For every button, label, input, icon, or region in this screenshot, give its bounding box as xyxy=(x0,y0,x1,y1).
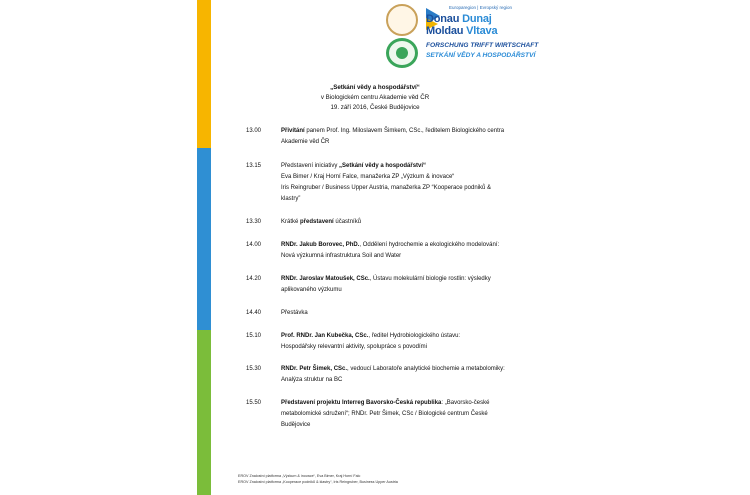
logo-donau-line: Donau Dunaj xyxy=(426,13,492,25)
event-title: „Setkání vědy a hospodářství“ xyxy=(330,84,420,91)
agenda-item: Krátké představení účastníků xyxy=(281,219,362,225)
agenda-time: 14.20 xyxy=(246,276,262,282)
agenda-item: Představení iniciativy „Setkání vědy a hospodářství“ Eva Bimer / Kraj Horní Falce, manažerka ZP „Výzkum & inovace“ Iris Reingruber / Business Upper Austria, manažerka ZP “Kooperace podniků & klastry” xyxy=(281,163,491,202)
agenda-time: 15.50 xyxy=(246,400,262,406)
event-location: v Biologickém centru Akademie věd ČR xyxy=(320,94,430,101)
agenda-time: 15.30 xyxy=(246,366,262,372)
agenda-time: 13.00 xyxy=(246,128,262,134)
logo-forschung: FORSCHUNG TRIFFT WIRTSCHAFT xyxy=(426,42,539,49)
footer-note: EROV Znalostní platforma „Kooperace podniků & klastry“, Iris Reingruber, Business Upper Austria xyxy=(238,480,398,484)
agenda-item: RNDr. Jakub Borovec, PhD., Oddělení hydrochemie a ekologického modelování: Nová výzkumná infrastruktura Soil and Water xyxy=(281,242,500,259)
agenda-time: 15.10 xyxy=(246,333,262,339)
agenda-time: 14.40 xyxy=(246,310,262,316)
agenda-item: Představení projektu Interreg Bavorsko-Česká republika: „Bavorsko-české metabolomické sdružení“; RNDr. Petr Šimek, CSc / Biologické centrum České Budějovice xyxy=(281,400,490,428)
logo xyxy=(386,4,556,68)
recycle-emblem-icon xyxy=(386,38,418,68)
agenda-time: 14.00 xyxy=(246,242,262,248)
footer-note: EROV Znalostní platforma „Výzkum & inovace“, Eva Bimer, Kraj Horní Falc xyxy=(238,474,361,478)
color-stripe-blue xyxy=(197,148,211,330)
color-stripe-green xyxy=(197,330,211,495)
logo-setkani: SETKÁNÍ VĚDY A HOSPODÁŘSTVÍ xyxy=(426,52,536,59)
logo-region-text: Europaregion | Evropský region xyxy=(449,5,512,10)
event-date: 19. září 2016, České Budějovice xyxy=(330,104,420,111)
agenda-item: Přivítání panem Prof. Ing. Miloslavem Šimkem, CSc., ředitelem Biologického centra Akademie věd ČR xyxy=(281,128,505,145)
seal-emblem-icon xyxy=(386,4,418,36)
agenda-time: 13.30 xyxy=(246,219,262,225)
agenda-item: RNDr. Petr Šimek, CSc., vedoucí Laboratoře analytické biochemie a metabolomiky: Analýza struktur na BC xyxy=(281,366,505,383)
color-stripe-yellow xyxy=(197,0,211,148)
agenda-item: Přestávka xyxy=(281,310,308,316)
agenda-item: Prof. RNDr. Jan Kubečka, CSc., ředitel Hydrobiologického ústavu: Hospodářsky relevantní aktivity, spolupráce s povodími xyxy=(281,333,461,350)
logo-moldau-line: Moldau Vltava xyxy=(426,25,498,37)
agenda-time: 13.15 xyxy=(246,163,262,169)
agenda-item: RNDr. Jaroslav Matoušek, CSc., Ústavu molekulární biologie rostlin: výsledky aplikovaného výzkumu xyxy=(281,276,491,293)
